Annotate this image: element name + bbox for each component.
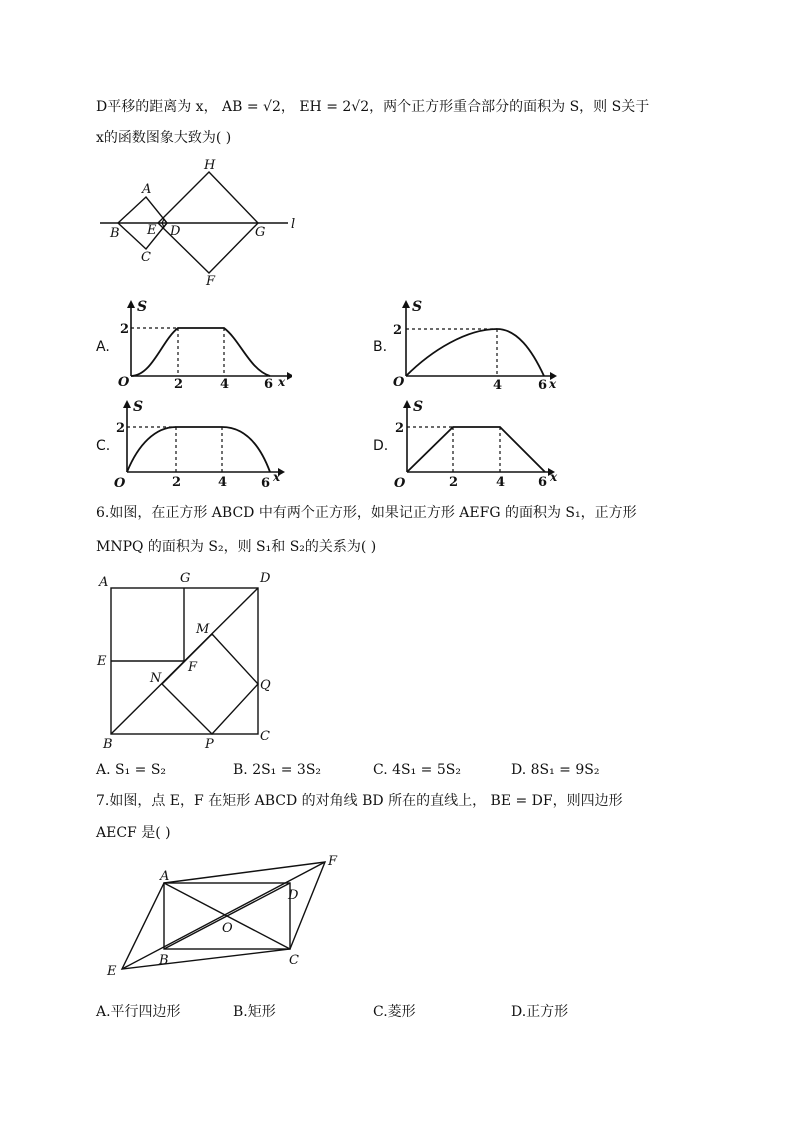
svg-text:B: B [159, 953, 169, 968]
svg-text:G: G [180, 571, 191, 586]
q6-square-figure [92, 568, 282, 753]
svg-text:2: 2 [395, 421, 405, 436]
svg-text:C: C [260, 729, 270, 744]
q6-option-a[interactable]: A. S₁ = S₂ [96, 762, 167, 778]
svg-text:2: 2 [174, 377, 184, 392]
q5-option-c-graph[interactable] [110, 400, 290, 492]
q6-option-b[interactable]: B. 2S₁ = 3S₂ [233, 762, 322, 778]
svg-text:O: O [394, 476, 406, 491]
svg-text:x: x [273, 470, 281, 484]
label-F: F [206, 274, 216, 289]
svg-text:6: 6 [264, 377, 274, 392]
svg-text:O: O [222, 921, 233, 936]
svg-text:Q: Q [260, 678, 271, 693]
label-G: G [255, 225, 266, 240]
q7-option-d[interactable]: D.正方形 [511, 1004, 569, 1020]
svg-text:F: F [328, 854, 338, 869]
q5-text-line1: D平移的距离为 x， AB = √2， EH = 2√2，两个正方形重合部分的面积为 S，则 S关于 [96, 99, 650, 115]
svg-text:6: 6 [538, 475, 548, 490]
q5-squares-figure [96, 155, 306, 290]
svg-text:C: C [289, 953, 299, 968]
q7-text-line2: AECF 是( ) [96, 825, 171, 841]
q6-text-line2: MNPQ 的面积为 S₂，则 S₁和 S₂的关系为( ) [96, 539, 377, 555]
q5-option-c-label[interactable]: C. [96, 438, 111, 454]
svg-text:F: F [188, 660, 198, 675]
q5-option-a-label[interactable]: A. [96, 339, 110, 355]
svg-text:D: D [260, 571, 271, 586]
svg-text:D: D [288, 888, 299, 903]
label-D: D [170, 224, 181, 239]
svg-text:4: 4 [496, 475, 506, 490]
svg-text:O: O [118, 375, 130, 390]
q6-option-d[interactable]: D. 8S₁ = 9S₂ [511, 762, 600, 778]
svg-text:4: 4 [493, 378, 503, 392]
svg-text:E: E [107, 964, 117, 979]
svg-text:M: M [196, 622, 210, 637]
svg-text:6: 6 [261, 476, 271, 491]
q7-option-a[interactable]: A.平行四边形 [96, 1004, 181, 1020]
label-l: l [291, 217, 296, 232]
q6-option-c[interactable]: C. 4S₁ = 5S₂ [373, 762, 461, 778]
svg-text:x: x [550, 470, 558, 484]
svg-text:O: O [393, 375, 405, 390]
svg-text:6: 6 [538, 378, 548, 392]
svg-text:S: S [137, 300, 148, 315]
q5-text-line2: x的函数图象大致为( ) [96, 130, 232, 146]
q7-option-b[interactable]: B.矩形 [233, 1004, 276, 1020]
svg-text:2: 2 [393, 323, 403, 338]
svg-text:S: S [412, 300, 423, 315]
q7-rectangle-figure [100, 852, 350, 982]
q5-option-b-label[interactable]: B. [373, 339, 388, 355]
svg-text:x: x [278, 375, 286, 389]
q5-option-d-label[interactable]: D. [373, 438, 389, 454]
svg-text:N: N [150, 671, 162, 686]
svg-text:A: A [160, 869, 170, 884]
svg-text:2: 2 [120, 322, 130, 337]
svg-text:2: 2 [172, 475, 182, 490]
svg-text:2: 2 [116, 421, 126, 436]
q5-option-a-graph[interactable] [112, 300, 292, 392]
svg-text:S: S [413, 400, 424, 415]
q7-text-line1: 7.如图，点 E，F 在矩形 ABCD 的对角线 BD 所在的直线上， BE = DF，则四边形 [96, 793, 623, 809]
q5-option-d-graph[interactable] [390, 400, 570, 492]
q7-option-c[interactable]: C.菱形 [373, 1004, 416, 1020]
svg-text:B: B [103, 737, 113, 752]
svg-text:P: P [205, 737, 214, 752]
label-E: E [147, 223, 157, 238]
q6-text-line1: 6.如图，在正方形 ABCD 中有两个正方形，如果记正方形 AEFG 的面积为 S₁，正方形 [96, 505, 637, 521]
label-A: A [142, 182, 152, 197]
label-C: C [141, 250, 151, 265]
svg-text:4: 4 [218, 475, 228, 490]
svg-text:E: E [97, 654, 107, 669]
q5-option-b-graph[interactable] [387, 300, 567, 392]
svg-text:O: O [114, 476, 126, 491]
label-H: H [204, 158, 216, 173]
svg-text:4: 4 [220, 377, 230, 392]
svg-text:x: x [549, 377, 557, 391]
label-B: B [110, 226, 120, 241]
svg-text:2: 2 [449, 475, 459, 490]
svg-text:A: A [99, 575, 109, 590]
svg-text:S: S [133, 400, 144, 415]
